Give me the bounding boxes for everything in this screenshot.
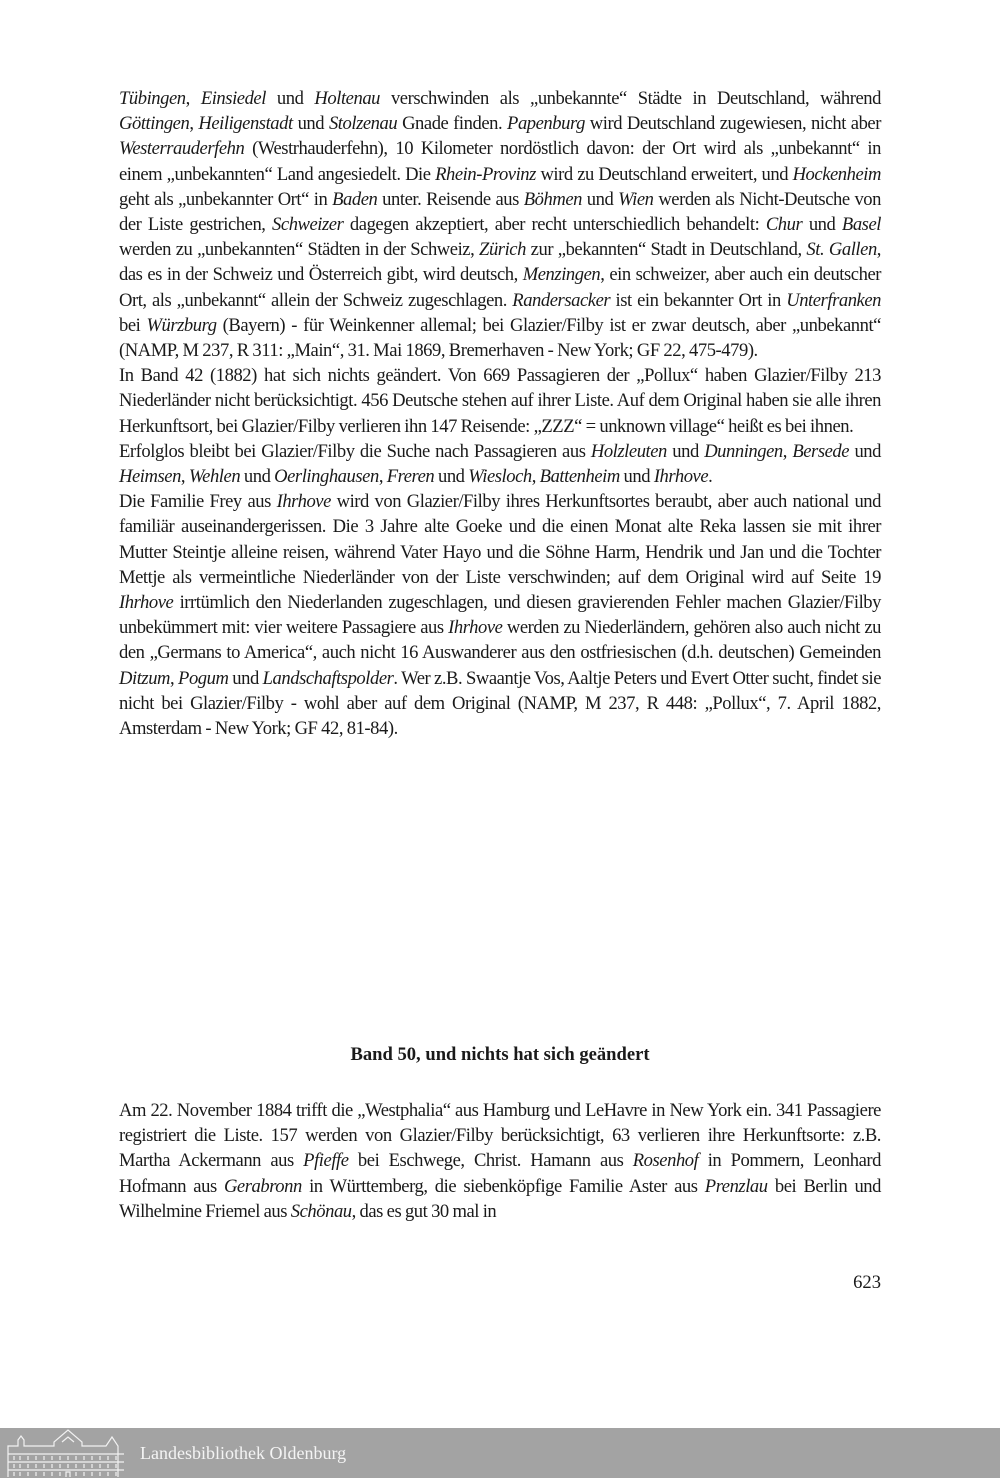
place-name: Battenheim [539,466,620,488]
place-name: Ditzum [119,667,171,689]
place-name: Randersacker [512,289,611,311]
place-name: Schönau [290,1200,352,1222]
place-name: Basel [841,214,881,236]
place-name: Rhein-Provinz [435,163,536,185]
paragraph: Erfolglos bleibt bei Glazier/Filby die Suche nach Passagieren aus Holzleuten und Dunningen, Bersede und Heimsen, Wehlen und Oerlinghausen, Freren und Wiesloch, Battenheim und Ihrhove. [119,440,881,488]
place-name: Zürich [479,239,526,261]
paragraph: Am 22. November 1884 trifft die „Westphalia“ aus Hamburg und LeHavre in New York ein. 341 Passagiere registriert die Liste. 157 werden von Glazier/Filby berücksichtigt, 63 verlieren ihre Herkunftsorte: z.B. Martha Ackermann aus Pfieffe bei Eschwege, Christ. Hamann aus Rosenhof in Pommern, Leonhard Hofmann aus Gerabronn in Württemberg, die siebenköpfige Familie Aster aus Prenzlau bei Berlin und Wilhelmine Friemel aus Schönau, das es gut 30 mal in [119,1100,881,1222]
place-name: Chur [765,214,803,236]
place-name: Pogum [178,667,229,689]
library-name: Landesbibliothek Oldenburg [140,1442,347,1463]
section-2-text [119,1098,881,1224]
place-name: Pfieffe [303,1150,349,1172]
place-name: Wiesloch [468,466,532,488]
place-name: Wehlen [188,466,241,488]
place-name: Papenburg [507,113,585,135]
place-name: Einsiedel [200,88,266,109]
paragraph: Tübingen, Einsiedel und Holtenau verschwinden als „unbekannte“ Städte in Deutschland, während Göttingen, Heiligenstadt und Stolzenau Gnade finden. Papenburg wird Deutschland zugewiesen, nicht aber Westerrauderfehn (Westrhauderfehn), 10 Kilometer nordöstlich davon: der Ort wird als „unbekannt“ in einem „unbekannten“ Land angesiedelt. Die Rhein-Provinz wird zu Deutschland erweitert, und Hockenheim geht als „unbekannter Ort“ in Baden unter. Reisende aus Böhmen und Wien werden als Nicht-Deutsche von der Liste gestrichen, Schweizer dagegen akzeptiert, aber recht unterschiedlich behandelt: Chur und Basel werden zu „unbekannten“ Städten in der Schweiz, Zürich zur „bekannten“ Stadt in Deutschland, St. Gallen, das es in der Schweiz und Österreich gibt, wird deutsch, Menzingen, ein schweizer, aber auch ein deutscher Ort, als „unbekannt“ allein der Schweiz zugeschlagen. Randersacker ist ein bekannter Ort in Unterfranken bei Würzburg (Bayern) - für Weinkenner allemal; bei Glazier/Filby ist er zwar deutsch, aber „unbekannt“ (NAMP, M 237, R 311: „Main“, 31. Mai 1869, Bremerhaven - New York; GF 22, 475-479). [119,88,882,362]
place-name: Dunningen [704,440,783,462]
library-building-icon [6,1428,130,1478]
footer-bar [0,1428,1000,1478]
place-name: Freren [386,466,435,488]
place-name: Rosenhof [632,1150,699,1172]
place-name: St. Gallen [806,239,877,261]
place-name: Landschaftspolder [262,667,394,689]
place-name: Westerrauderfehn [119,138,245,160]
place-name: Böhmen [523,188,582,210]
place-name: Göttingen [119,113,190,135]
paragraph: In Band 42 (1882) hat sich nichts geändert. Von 669 Passagieren der „Pollux“ haben Glazier/Filby 213 Niederländer nicht berücksichtigt. 456 Deutsche stehen auf ihrer Liste. Auf dem Original haben sie alle ihren Herkunftsort, bei Glazier/Filby verlieren ihn 147 Reisende: „ZZZ“ = unknown village“ heißt es bei ihnen. [119,365,881,437]
place-name: Ihrhove [653,466,709,488]
place-name: Tübingen [119,88,186,109]
place-name: Wien [618,188,654,210]
place-name: Ihrhove [276,491,331,513]
place-name: Baden [332,188,378,210]
place-name: Würzburg [146,314,217,336]
paragraph: Die Familie Frey aus Ihrhove wird von Glazier/Filby ihres Herkunftsortes beraubt, aber auch national und familiär auseinandergerissen. Die 3 Jahre alte Goeke und die einen Monat alte Reka lassen sie mit ihrer Mutter Steintje alleine reisen, während Vater Hayo und die Söhne Harm, Hendrik und Jan und die Tochter Mettje als vermeintliche Niederländer von der Liste verschwinden; auf dem Original wird auf Seite 19 Ihrhove irrtümlich den Niederlanden zugeschlagen, und diesen gravierenden Fehler machen Glazier/Filby unbekümmert mit: vier weitere Passagiere aus Ihrhove werden zu Niederländern, gehören also auch nicht zu den „Germans to America“, auch nicht 16 Auswanderer aus den ostfriesischen (d.h. deutschen) Gemeinden Ditzum, Pogum und Landschaftspolder. Wer z.B. Swaantje Vos, Aaltje Peters und Evert Otter sucht, findet sie nicht bei Glazier/Filby - wohl aber auf dem Original (NAMP, M 237, R 448: „Pollux“, 7. April 1882, Amsterdam - New York; GF 42, 81-84). [119,491,882,740]
place-name: Oerlinghausen [274,466,379,488]
place-name: Menzingen [522,264,601,286]
place-name: Ihrhove [119,592,174,614]
place-name: Unterfranken [786,289,881,311]
place-name: Stolzenau [328,113,398,135]
place-name: Heimsen [119,466,181,488]
place-name: Heiligenstadt [198,113,293,135]
place-name: Holtenau [314,88,381,109]
place-name: Bersede [792,440,850,462]
place-name: Schweizer [272,214,344,236]
main-text [119,86,881,741]
place-name: Hockenheim [792,163,882,185]
place-name: Prenzlau [704,1175,768,1197]
place-name: Holzleuten [590,440,667,462]
place-name: Ihrhove [448,617,503,639]
section-heading: Band 50, und nichts hat sich geändert [350,1044,650,1065]
page-body [119,86,882,1293]
page-number: 623 [853,1272,881,1293]
place-name: Gerabronn [223,1175,302,1197]
